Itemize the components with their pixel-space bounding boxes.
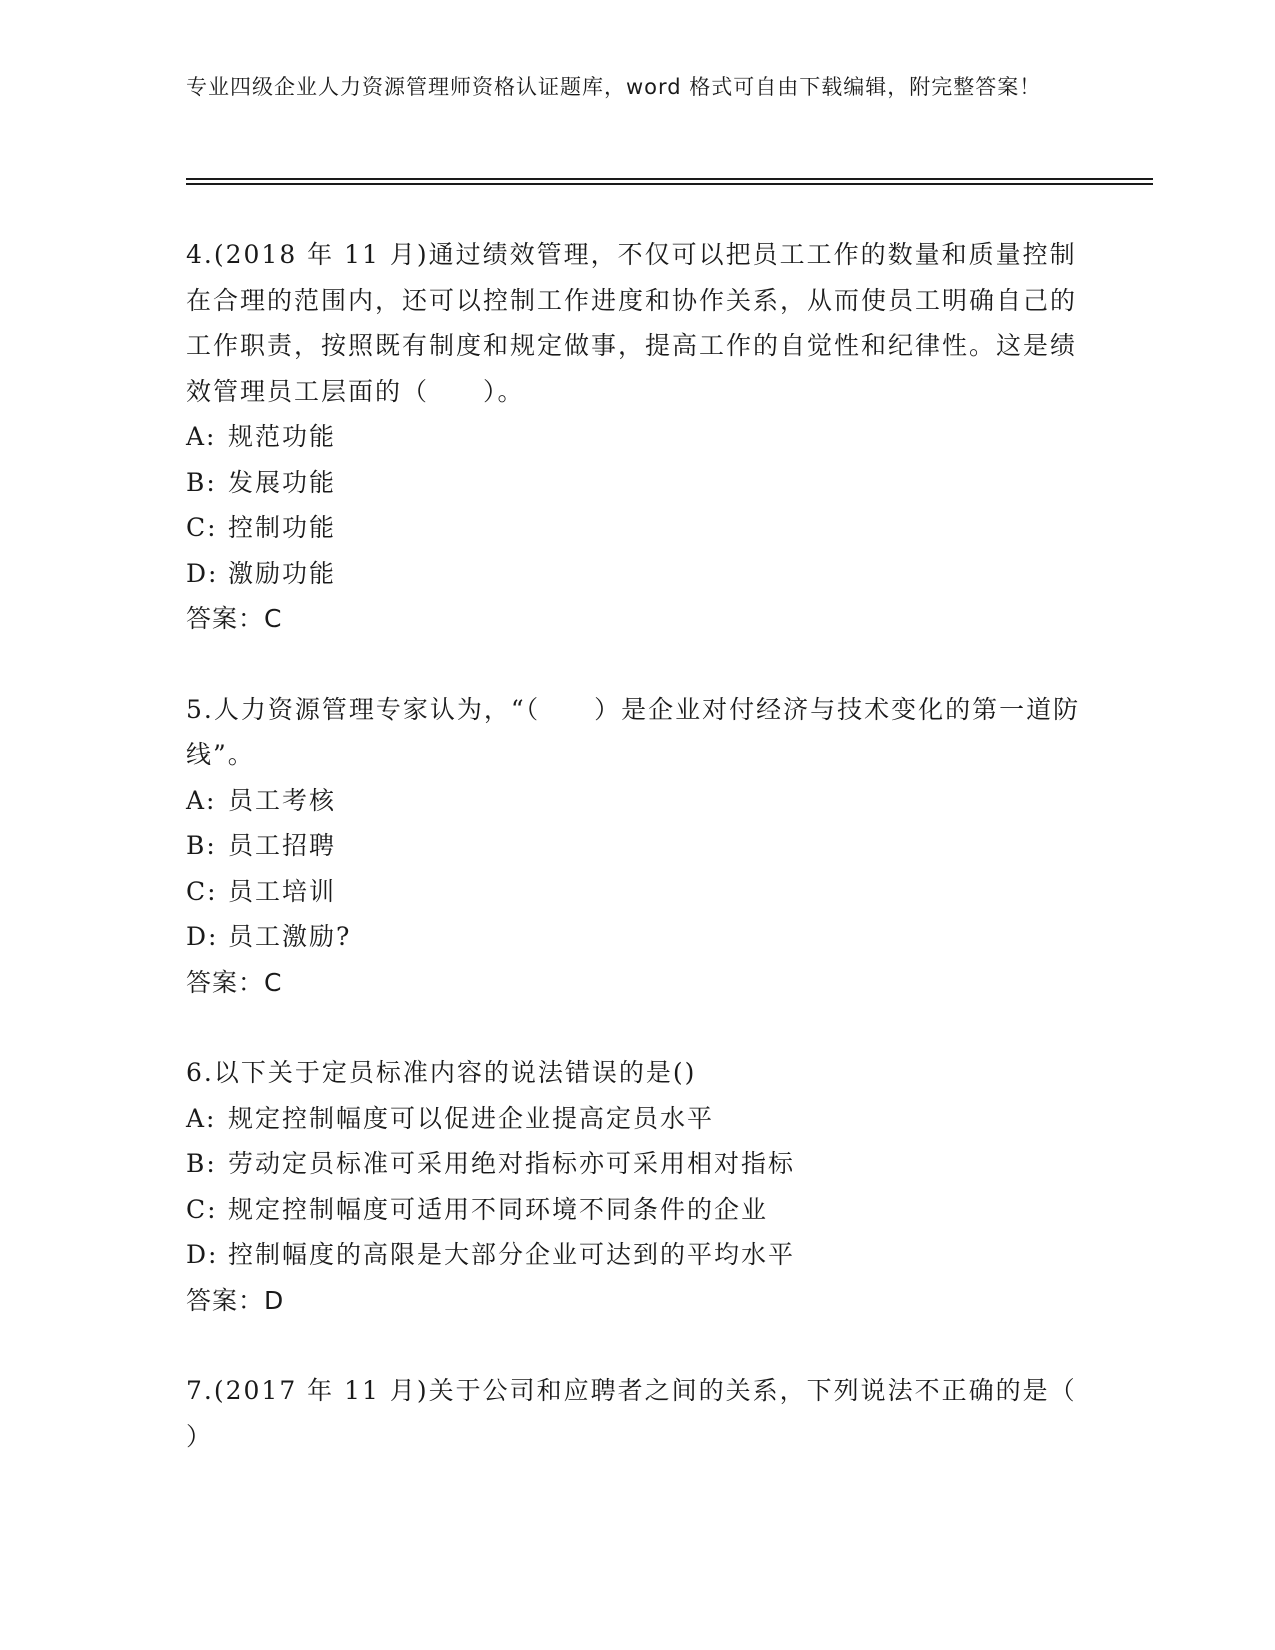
question-stem: 5.人力资源管理专家认为，“（ ）是企业对付经济与技术变化的第一道防线”。	[186, 694, 1081, 769]
question-5	[186, 687, 1086, 1006]
option-b	[186, 460, 1086, 506]
answer-line: 答案：C	[186, 967, 283, 997]
option-letter: D:	[186, 922, 219, 951]
document-header	[186, 72, 1086, 103]
option-letter: B:	[186, 467, 217, 497]
option-text: 劳动定员标准可采用绝对指标亦可采用相对指标	[228, 1149, 796, 1178]
option-letter: A:	[186, 422, 217, 451]
option-text: 规定控制幅度可适用不同环境不同条件的企业	[228, 1194, 769, 1224]
answer-line: 答案：D	[186, 1285, 285, 1315]
option-text: 员工培训	[228, 876, 337, 906]
option-text: 发展功能	[228, 467, 337, 497]
answer-line: 答案：C	[186, 604, 283, 633]
option-text: 员工考核	[228, 785, 337, 815]
option-text: 员工招聘	[228, 831, 337, 860]
option-letter: A:	[186, 1103, 217, 1133]
option-text: 激励功能	[228, 558, 337, 588]
option-text: 规定控制幅度可以促进企业提高定员水平	[228, 1103, 715, 1133]
question-stem: 4.(2018 年 11 月)通过绩效管理，不仅可以把员工工作的数量和质量控制在合理的范围内，还可以控制工作进度和协作关系，从而使员工明确自己的工作职责，按照既有制度和规定做事，提高工作的自觉性和纪律性。这是绩效管理员工层面的（ ）。	[186, 240, 1078, 406]
question-stem: 6.以下关于定员标准内容的说法错误的是()	[186, 1058, 697, 1087]
option-d	[186, 1232, 1086, 1278]
option-d	[186, 914, 1086, 960]
option-c	[186, 505, 1086, 551]
option-c	[186, 1187, 1086, 1233]
option-letter: D:	[186, 1240, 219, 1269]
header-text: 专业四级企业人力资源管理师资格认证题库，word 格式可自由下载编辑，附完整答案！	[186, 75, 1042, 99]
question-stem: 7.(2017 年 11 月)关于公司和应聘者之间的关系，下列说法不正确的是（ ）	[186, 1376, 1077, 1451]
option-b	[186, 823, 1086, 869]
option-text: 规范功能	[228, 422, 337, 451]
question-7	[186, 1368, 1086, 1459]
option-a	[186, 414, 1086, 460]
option-text: 控制幅度的高限是大部分企业可达到的平均水平	[228, 1240, 796, 1269]
header-rule-bottom	[186, 183, 1153, 185]
header-rule-top	[186, 178, 1153, 180]
option-a	[186, 1096, 1086, 1142]
option-letter: B:	[186, 831, 217, 860]
option-d	[186, 551, 1086, 597]
option-letter: C:	[186, 1194, 218, 1224]
option-letter: C:	[186, 513, 218, 542]
option-text: 控制功能	[228, 513, 337, 542]
question-4	[186, 232, 1086, 642]
option-letter: D:	[186, 558, 219, 588]
question-6	[186, 1050, 1086, 1323]
option-b	[186, 1141, 1086, 1187]
option-letter: C:	[186, 876, 218, 906]
option-letter: B:	[186, 1149, 217, 1178]
question-list	[186, 232, 1086, 1504]
option-a	[186, 778, 1086, 824]
option-c	[186, 869, 1086, 915]
option-letter: A:	[186, 785, 217, 815]
option-text: 员工激励?	[228, 922, 352, 951]
